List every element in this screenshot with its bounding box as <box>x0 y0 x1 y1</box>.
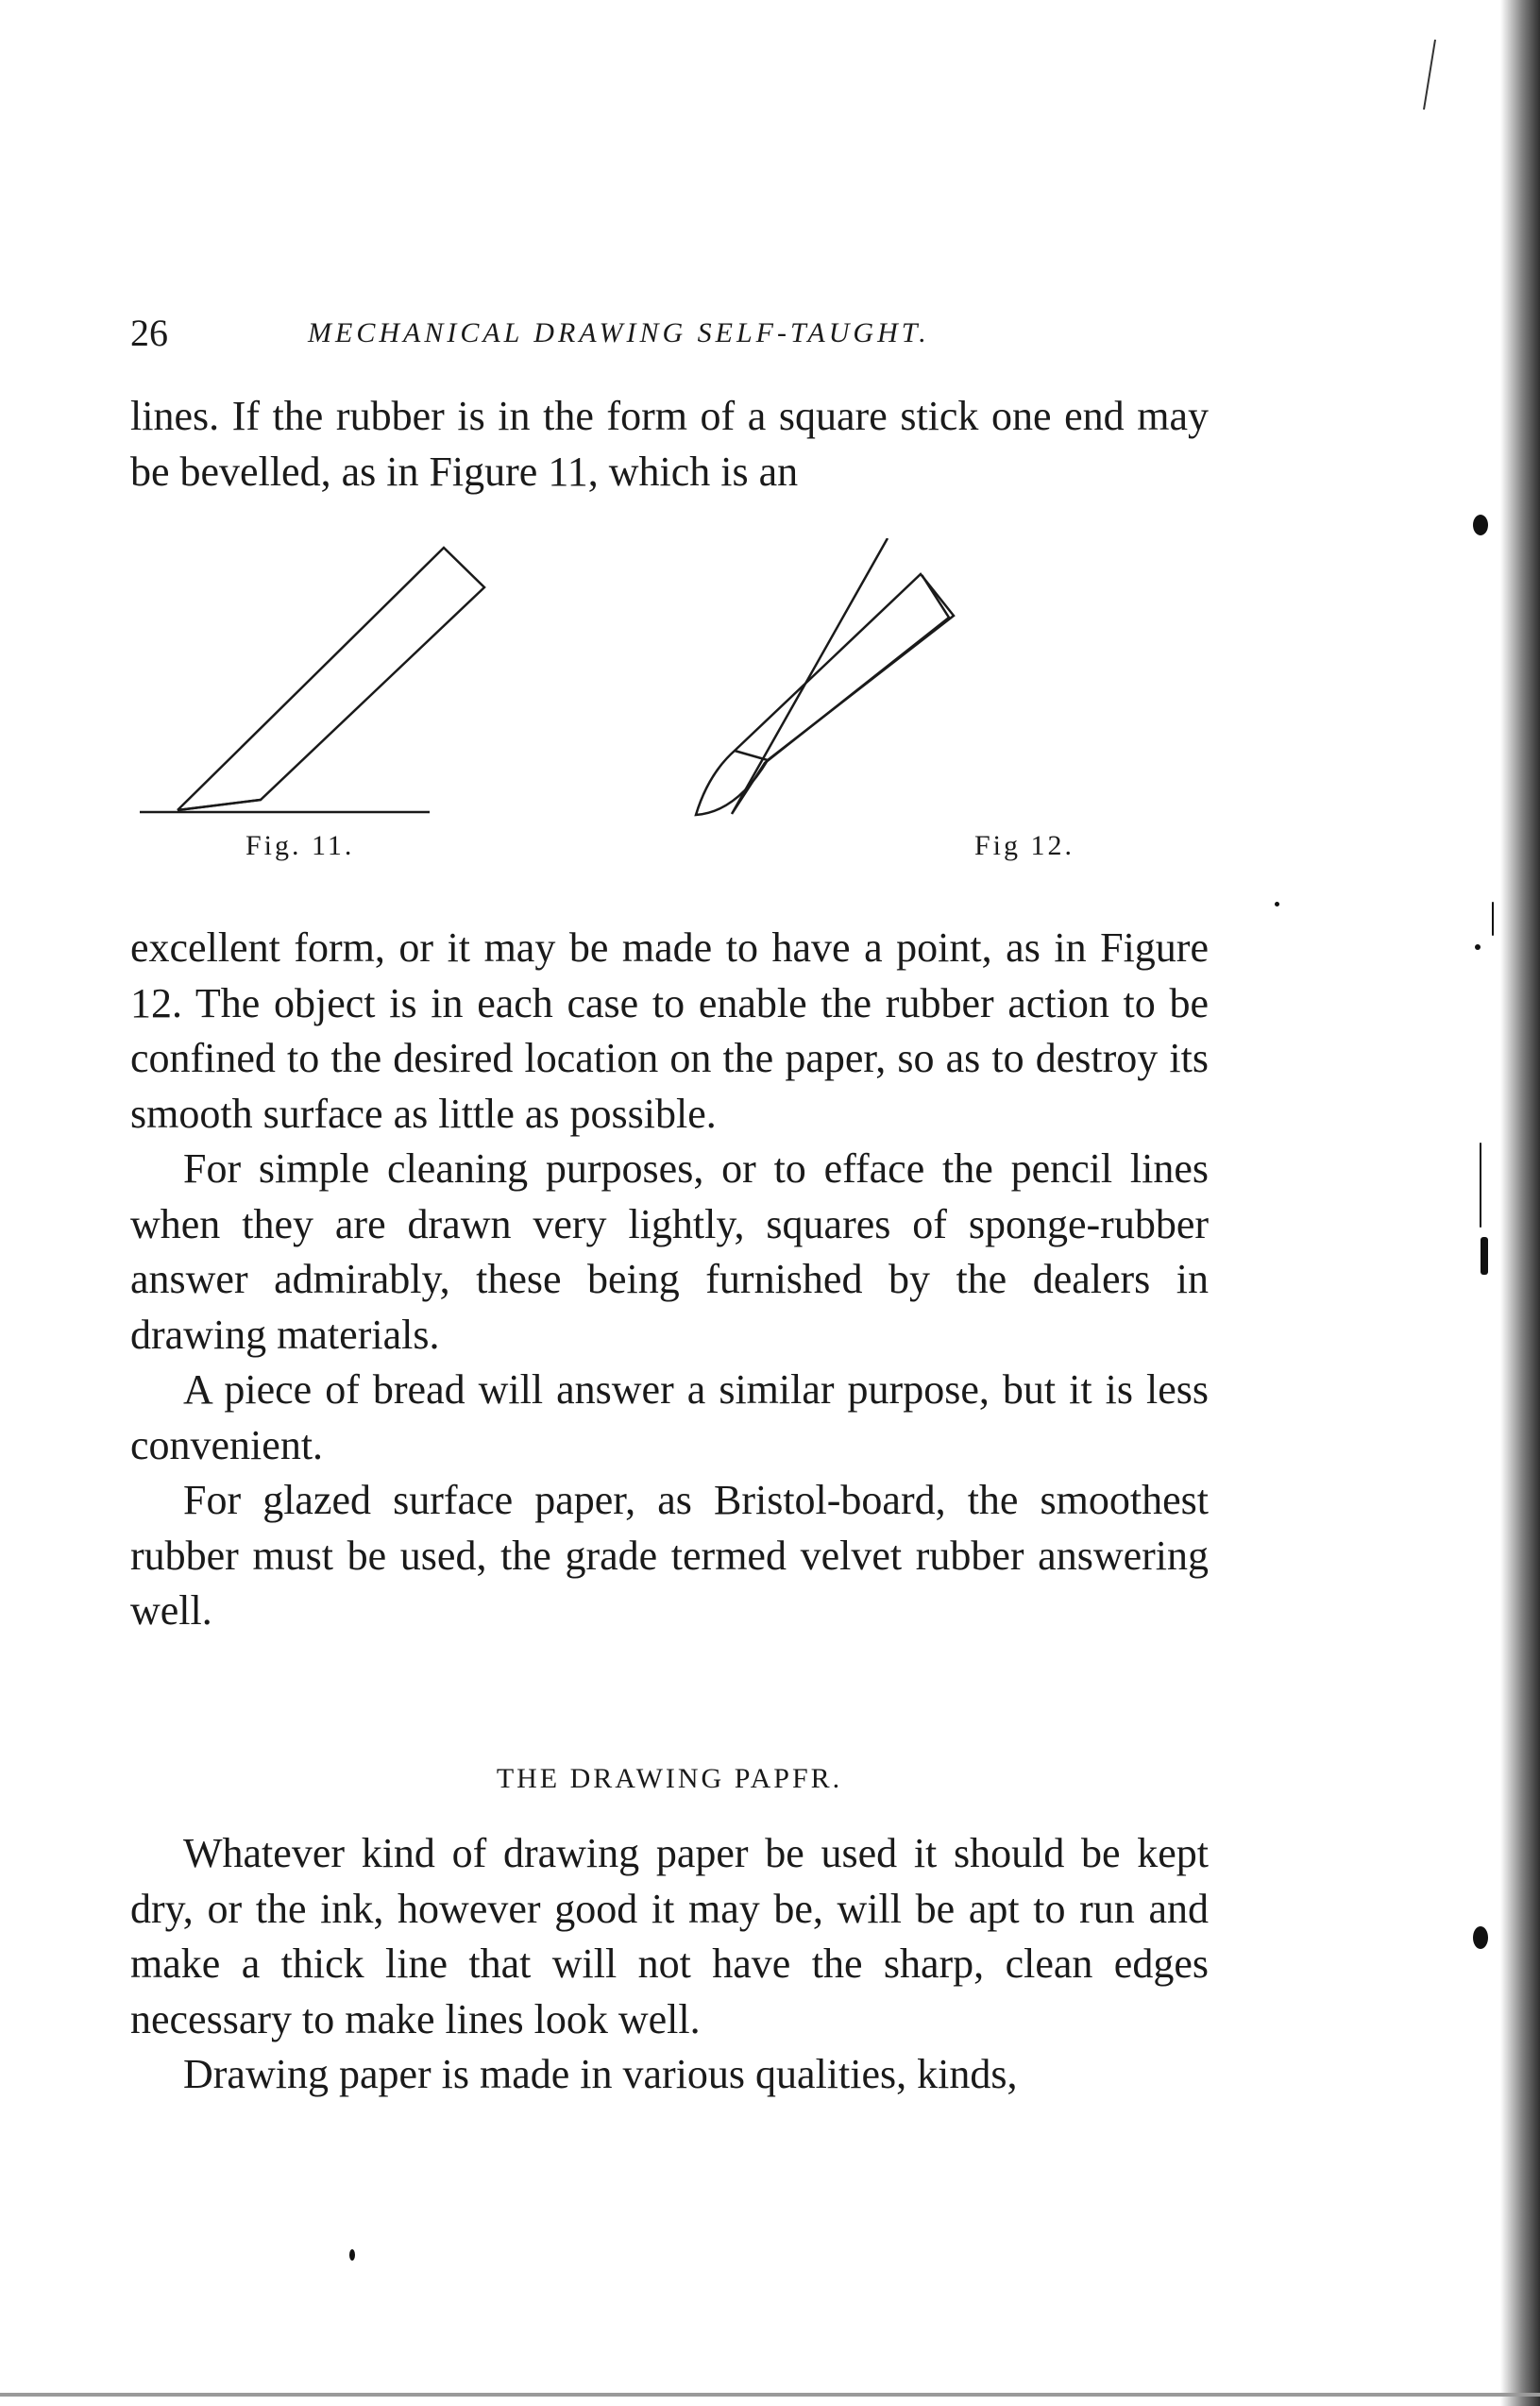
scan-speck <box>1480 1143 1481 1228</box>
pencil-stroke-mark <box>1416 38 1445 113</box>
scan-speck <box>1492 902 1494 936</box>
intro-text <box>130 389 1209 500</box>
fig11-stick-outline <box>178 548 484 810</box>
scan-speck <box>1275 902 1279 906</box>
figure-12-caption: Fig 12. <box>974 830 1075 861</box>
page-number: 26 <box>130 312 168 354</box>
scan-bottom-edge <box>0 2393 1540 2397</box>
intro-paragraph: lines. If the rubber is in the form of a square stick one end may be bevelled, as in Figure 11, which is an <box>130 393 1209 495</box>
section-paragraph-1: Whatever kind of drawing paper be used it should be kept dry, or the ink, however good it may be, will be apt to run and make a thick line that will not have the sharp, clean edges necessary to make lines look well. <box>130 1830 1209 2042</box>
section-body-text <box>130 1826 1209 2103</box>
section-paragraph-2: Drawing paper is made in various qualities, kinds, <box>183 2051 1018 2097</box>
running-head <box>130 310 1226 357</box>
scan-speck <box>1473 1926 1488 1949</box>
running-head-title: MECHANICAL DRAWING SELF-TAUGHT. <box>308 317 930 348</box>
fig11-bevel-edge <box>178 800 261 810</box>
figure-11-caption: Fig. 11. <box>245 830 355 861</box>
body-text <box>130 921 1209 1639</box>
fig12-outline-closed <box>696 574 954 815</box>
binding-shadow <box>1483 0 1540 2406</box>
scan-speck <box>1475 944 1481 950</box>
fig12-point-edge <box>735 751 768 760</box>
figure-area <box>123 538 1227 878</box>
figure-12-drawing <box>696 538 954 815</box>
figure-11-drawing <box>140 548 484 812</box>
body-paragraph-4: For glazed surface paper, as Bristol-board, the smoothest rubber must be used, the grade termed velvet rubber answering well. <box>130 1477 1209 1634</box>
scan-speck <box>1481 1237 1488 1275</box>
scan-speck <box>1473 515 1488 535</box>
body-paragraph-3: A piece of bread will answer a similar purpose, but it is less convenient. <box>130 1366 1209 1468</box>
body-paragraph-1: excellent form, or it may be made to have a point, as in Figure 12. The object is in each case to enable the rubber action to be confined to the desired location on the paper, so as to destroy its smooth surface as little as possible. <box>130 924 1209 1137</box>
section-heading: THE DRAWING PAPFR. <box>496 1763 843 1794</box>
body-paragraph-2: For simple cleaning purposes, or to efface the pencil lines when they are drawn very lightly, squares of sponge-rubber answer admirably, these being furnished by the dealers in drawing materials. <box>130 1145 1209 1358</box>
scan-speck <box>349 2249 355 2261</box>
